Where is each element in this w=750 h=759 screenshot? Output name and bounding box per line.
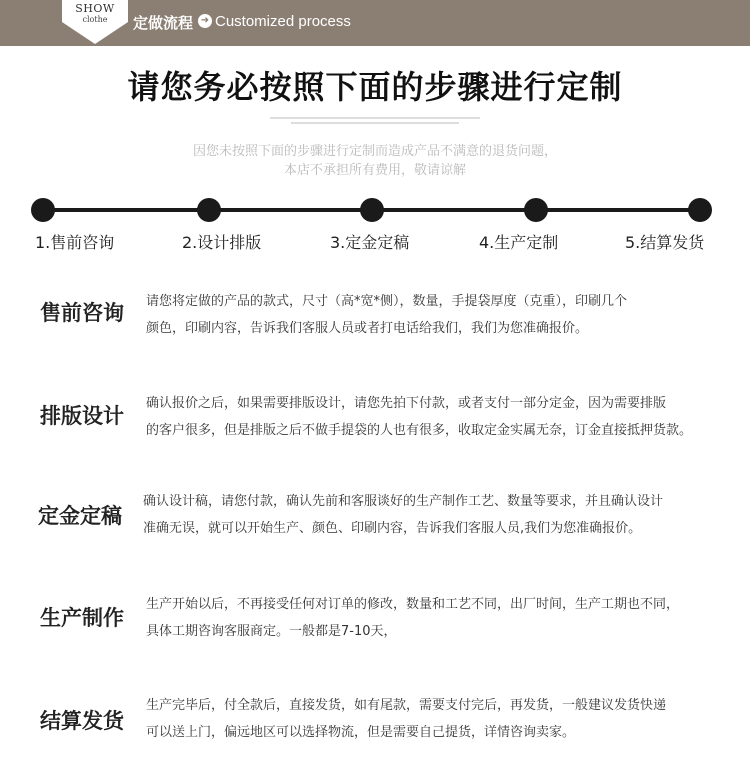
- section-line: 请您将定做的产品的款式，尺寸（高*宽*侧），数量，手提袋厚度（克重），印刷几个: [146, 294, 628, 309]
- section-line: 可以送上门，偏远地区可以选择物流，但是需要自己提货，详情咨询卖家。: [146, 725, 576, 740]
- page-title: 请您务必按照下面的步骤进行定制: [127, 68, 623, 106]
- step-label-2: 2.设计排版: [182, 233, 262, 252]
- section-title-production: 生产制作: [40, 606, 124, 630]
- banner-title-en: Customized process: [215, 13, 351, 30]
- section-title-settlement: 结算发货: [40, 709, 124, 733]
- timeline-dot: [197, 198, 221, 222]
- step-label-4: 4.生产定制: [479, 233, 559, 252]
- section-line: 确认报价之后，如果需要排版设计，请您先拍下付款，或者支付一部分定金，因为需要排版: [146, 396, 667, 411]
- section-text-deposit: [143, 488, 663, 542]
- banner-title-cn: 定做流程: [133, 14, 194, 32]
- section-text-production: [146, 591, 679, 645]
- brand-tab: [62, 0, 128, 46]
- arrow-right-icon: ➜: [198, 14, 212, 28]
- step-label-1: 1.售前咨询: [35, 233, 115, 252]
- section-title-presale: 售前咨询: [40, 301, 124, 325]
- section-text-design: [146, 390, 692, 444]
- decorative-faint-lines: [270, 114, 480, 128]
- brand-word: SHOW: [75, 2, 115, 15]
- section-title-design: 排版设计: [40, 404, 124, 428]
- timeline-dot: [360, 198, 384, 222]
- section-line: 确认设计稿，请您付款，确认先前和客服谈好的生产制作工艺、数量等要求，并且确认设计: [143, 494, 664, 509]
- notice-text: [0, 142, 750, 180]
- faint-line: [270, 117, 480, 119]
- section-title-deposit: 定金定稿: [38, 504, 122, 528]
- notice-line-1: 因您未按照下面的步骤进行定制而造成产品不满意的退货问题，: [192, 144, 557, 159]
- section-text-presale: [146, 288, 627, 342]
- section-line: 具体工期咨询客服商定。一般都是7-10天，: [146, 624, 397, 639]
- section-text-settlement: [146, 692, 666, 746]
- section-line: 生产开始以后，不再接受任何对订单的修改，数量和工艺不同，出厂时间，生产工期也不同，: [146, 597, 680, 612]
- step-label-5: 5.结算发货: [625, 233, 705, 252]
- section-line: 的客户很多，但是排版之后不做手提袋的人也有很多，收取定金实属无奈，订金直接抵押货款。: [146, 423, 693, 438]
- section-line: 准确无误，就可以开始生产、颜色、印刷内容，告诉我们客服人员,我们为您准确报价。: [143, 521, 642, 536]
- header-banner: [0, 0, 750, 46]
- timeline-dot: [524, 198, 548, 222]
- step-label-3: 3.定金定稿: [330, 233, 410, 252]
- timeline-dot: [688, 198, 712, 222]
- notice-line-2: 本店不承担所有费用，敬请谅解: [283, 163, 466, 178]
- faint-line: [291, 122, 459, 124]
- section-line: 生产完毕后，付全款后，直接发货，如有尾款，需要支付完后，再发货，一般建议发货快递: [146, 698, 667, 713]
- brand-subtitle: clothe: [82, 15, 108, 24]
- timeline-dot: [31, 198, 55, 222]
- section-line: 颜色，印刷内容，告诉我们客服人员或者打电话给我们，我们为您准确报价。: [146, 321, 589, 336]
